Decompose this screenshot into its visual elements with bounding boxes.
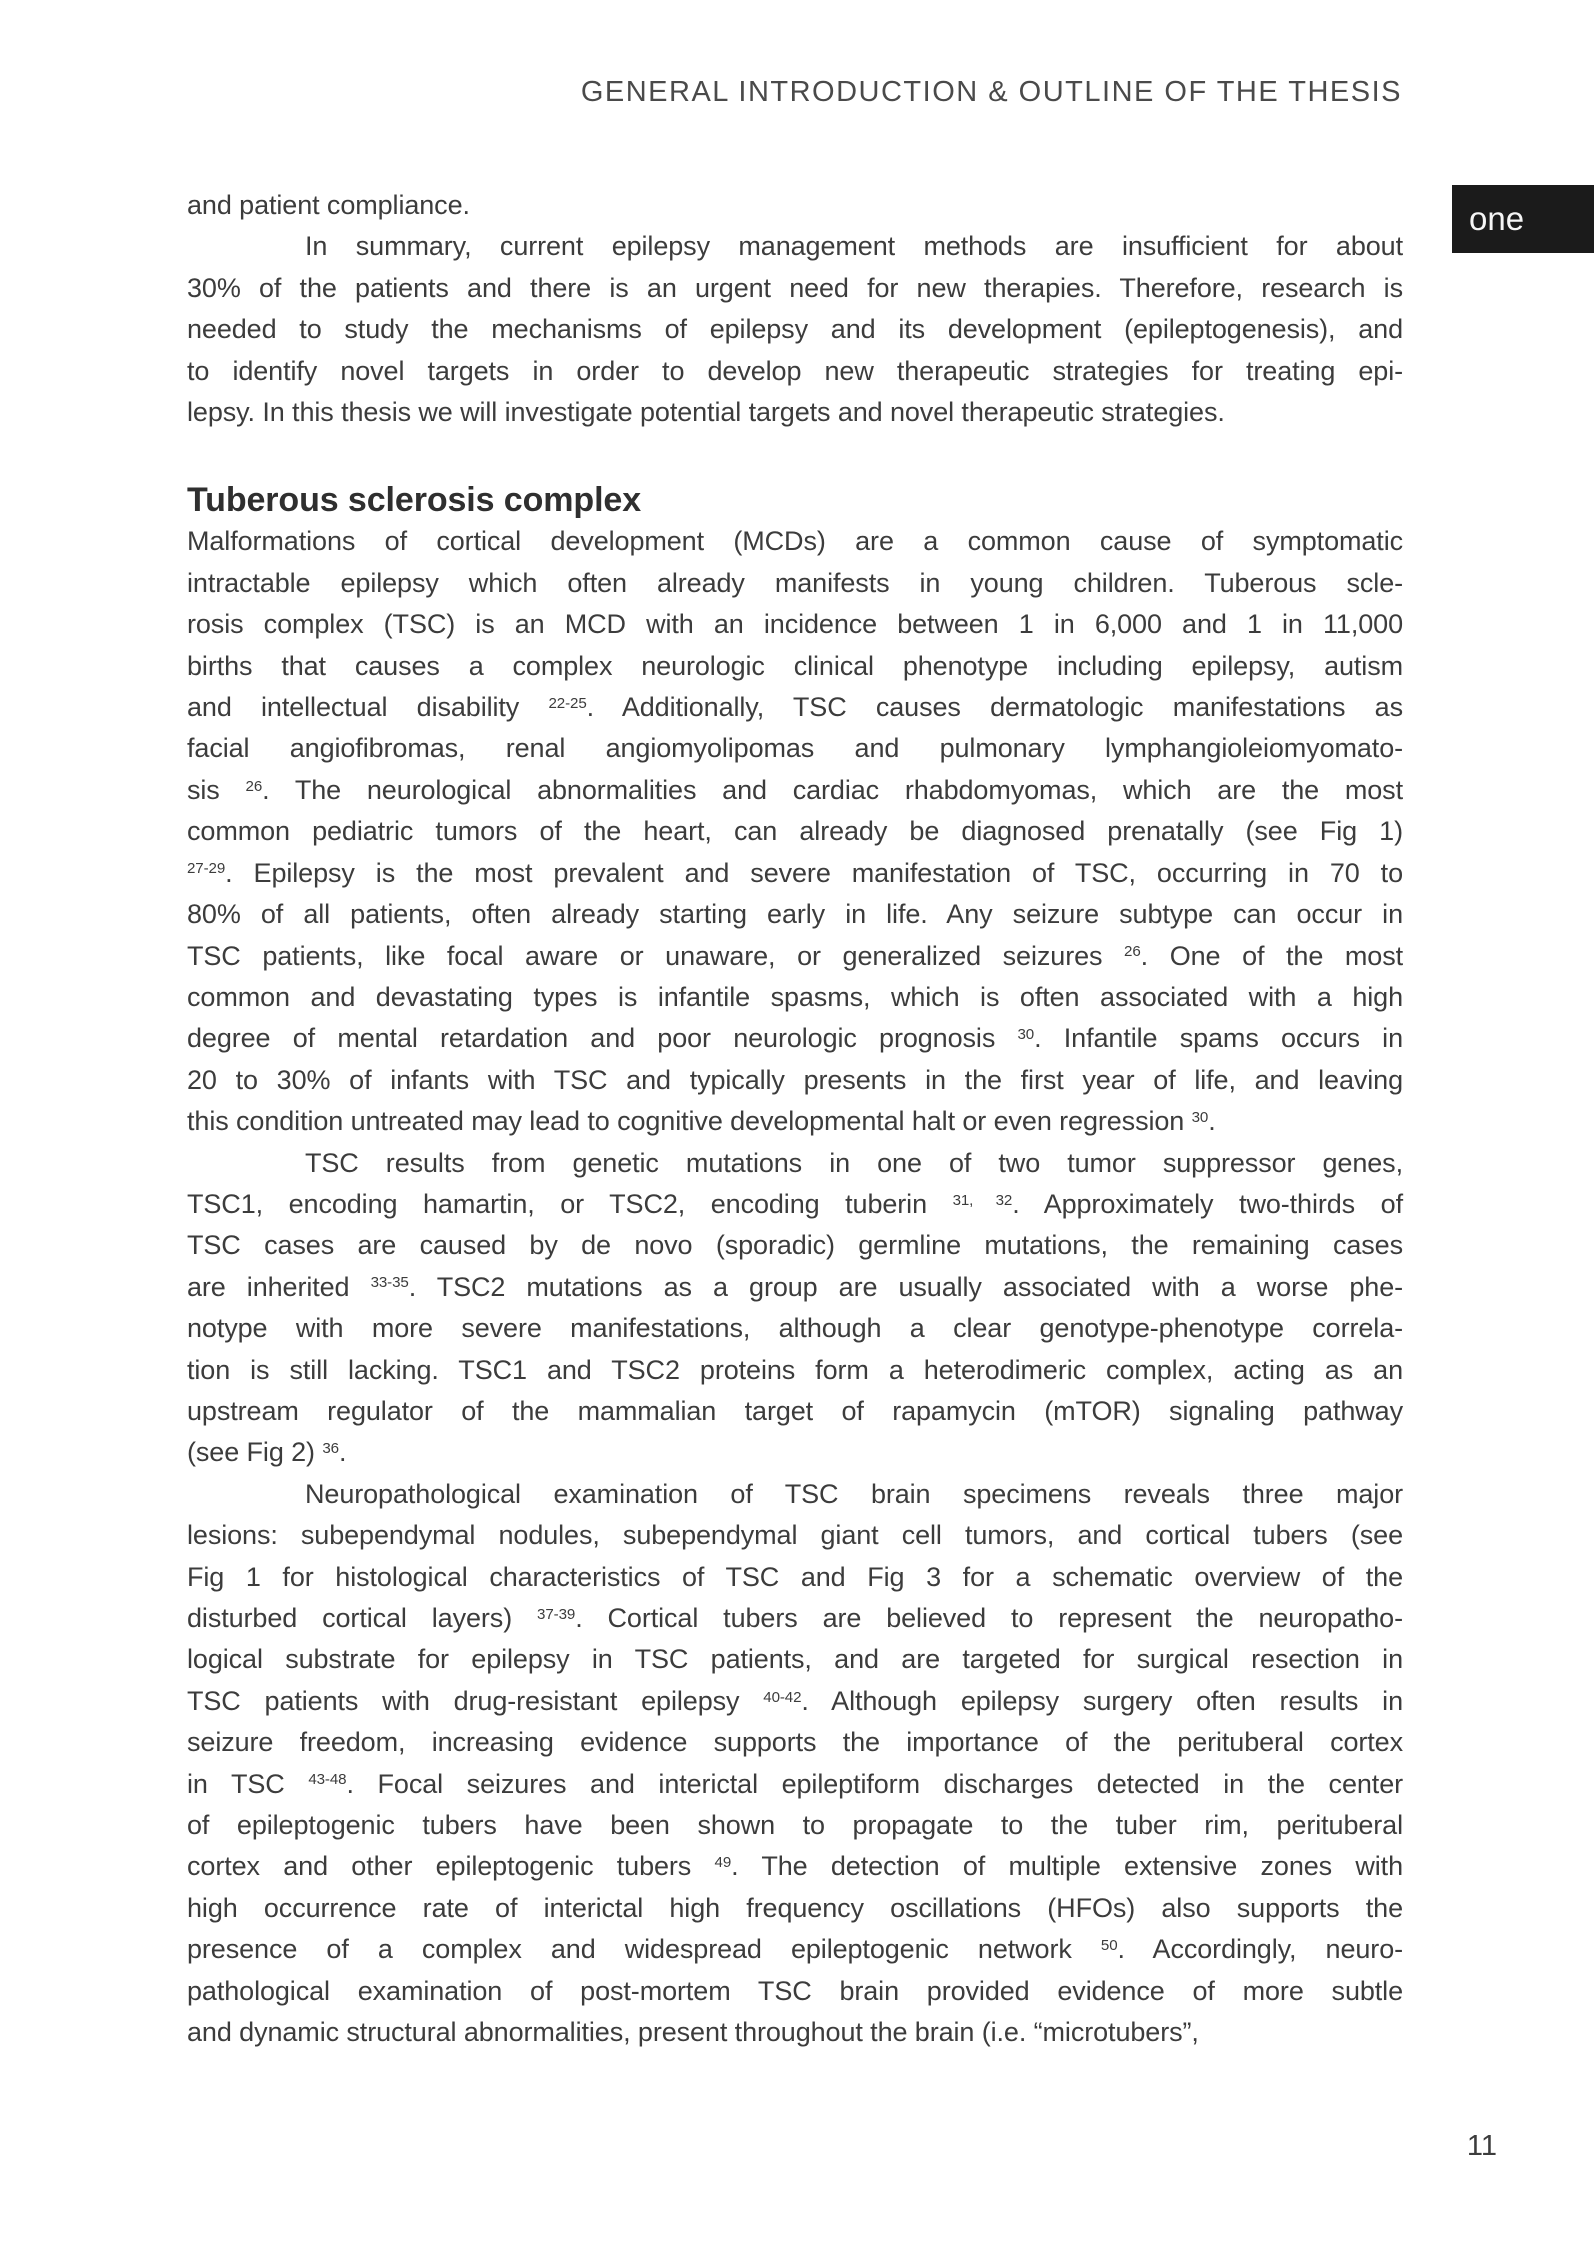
- text-line: needed to study the mechanisms of epilepsy and its development (epileptogenesis), and: [187, 314, 1403, 345]
- reference-superscript: 33-35: [370, 1274, 409, 1292]
- body-text-column: [187, 185, 1403, 2053]
- text-line: Fig 1 for histological characteristics of TSC and Fig 3 for a schematic overview of the: [187, 1561, 1403, 1592]
- text-line: cortex and other epileptogenic tubers $^{49}$. The detection of multiple extensive zones with: [187, 1851, 1403, 1882]
- text-line: TSC1, encoding hamartin, or TSC2, encoding tuberin $^{31, 32}$. Approximately two-thirds of: [187, 1188, 1403, 1219]
- text-line: pathological examination of post-mortem TSC brain provided evidence of more subtle: [187, 1975, 1403, 2006]
- text-line: births that causes a complex neurologic clinical phenotype including epilepsy, autism: [187, 650, 1403, 681]
- text-line: and dynamic structural abnormalities, present throughout the brain (i.e. “microtubers”,: [187, 2017, 1199, 2048]
- text-line: Neuropathological examination of TSC brain specimens reveals three major: [305, 1478, 1403, 1509]
- reference-superscript: 22-25: [548, 694, 587, 712]
- text-line: intractable epilepsy which often already manifests in young children. Tuberous scle-: [187, 567, 1403, 598]
- text-line: 80% of all patients, often already starting early in life. Any seizure subtype can occur in: [187, 899, 1403, 930]
- reference-superscript: 31, 32: [952, 1191, 1013, 1209]
- text-line: and intellectual disability $^{22-25}$. Additionally, TSC causes dermatologic manifestations as: [187, 692, 1403, 723]
- text-line: seizure freedom, increasing evidence supports the importance of the perituberal cortex: [187, 1727, 1403, 1758]
- text-line: logical substrate for epilepsy in TSC patients, and are targeted for surgical resection in: [187, 1644, 1403, 1675]
- reference-superscript: 37-39: [537, 1605, 576, 1623]
- reference-superscript: 40-42: [763, 1688, 802, 1706]
- reference-superscript: 26: [245, 777, 263, 795]
- text-line: Malformations of cortical development (MCDs) are a common cause of symptomatic: [187, 526, 1403, 557]
- text-line: lesions: subependymal nodules, subependymal giant cell tumors, and cortical tubers (see: [187, 1520, 1403, 1551]
- text-line: common and devastating types is infantile spasms, which is often associated with a high: [187, 981, 1403, 1012]
- reference-superscript: 43-48: [308, 1771, 347, 1789]
- text-line: sis $^{26}$. The neurological abnormalities and cardiac rhabdomyomas, which are the most: [187, 774, 1403, 805]
- text-line: are inherited $^{33-35}$. TSC2 mutations as a group are usually associated with a worse phe-: [187, 1271, 1403, 1302]
- text-line: facial angiofibromas, renal angiomyolipomas and pulmonary lymphangioleiomyomato-: [187, 733, 1403, 764]
- text-line: 20 to 30% of infants with TSC and typically presents in the first year of life, and leaving: [187, 1064, 1403, 1095]
- reference-superscript: 26: [1124, 943, 1141, 961]
- text-line: high occurrence rate of interictal high frequency oscillations (HFOs) also supports the: [187, 1892, 1403, 1923]
- text-line: lepsy. In this thesis we will investigate potential targets and novel therapeutic strategies.: [187, 397, 1225, 428]
- paragraph: [187, 226, 1403, 433]
- reference-superscript: 30: [1191, 1108, 1209, 1126]
- text-line: TSC results from genetic mutations in one of two tumor suppressor genes,: [305, 1147, 1403, 1178]
- text-line: common pediatric tumors of the heart, can already be diagnosed prenatally (see Fig 1): [187, 816, 1403, 847]
- text-line: this condition untreated may lead to cognitive developmental halt or even regression $^{30}$.: [187, 1106, 1216, 1137]
- text-line: disturbed cortical layers) $^{37-39}$. Cortical tubers are believed to represent the neuropatho-: [187, 1603, 1403, 1633]
- chapter-tab-label: one: [1469, 200, 1525, 237]
- text-line: to identify novel targets in order to develop new therapeutic strategies for treating epi-: [187, 355, 1403, 386]
- text-line: In summary, current epilepsy management methods are insufficient for about: [305, 231, 1403, 262]
- text-line: in TSC $^{43-48}$. Focal seizures and interictal epileptiform discharges detected in the center: [187, 1768, 1403, 1799]
- reference-superscript: 49: [714, 1854, 732, 1872]
- text-line: TSC patients, like focal aware or unaware, or generalized seizures $^{26}$. One of the most: [187, 940, 1403, 971]
- page-number: 11: [1466, 2130, 1497, 2162]
- text-line: of epileptogenic tubers have been shown to propagate to the tuber rim, perituberal: [187, 1810, 1403, 1841]
- text-line: TSC patients with drug-resistant epilepsy $^{40-42}$. Although epilepsy surgery often results in: [187, 1685, 1403, 1716]
- reference-superscript: 27-29: [187, 860, 226, 878]
- text-line: $^{27-29}$. Epilepsy is the most prevalent and severe manifestation of TSC, occurring in 70 to: [187, 857, 1403, 888]
- paragraph: [187, 185, 1403, 226]
- text-line: rosis complex (TSC) is an MCD with an incidence between 1 in 6,000 and 1 in 11,000: [187, 609, 1403, 640]
- text-line: notype with more severe manifestations, although a clear genotype-phenotype correla-: [187, 1313, 1403, 1344]
- text-line: TSC cases are caused by de novo (sporadic) germline mutations, the remaining cases: [187, 1230, 1403, 1261]
- paragraph: [187, 521, 1403, 1142]
- text-line: tion is still lacking. TSC1 and TSC2 proteins form a heterodimeric complex, acting as an: [187, 1354, 1403, 1385]
- reference-superscript: 36: [322, 1440, 339, 1458]
- reference-superscript: 30: [1017, 1026, 1035, 1043]
- text-line: presence of a complex and widespread epileptogenic network $^{50}$. Accordingly, neuro-: [187, 1934, 1403, 1965]
- text-line: and patient compliance.: [187, 190, 470, 220]
- text-line: upstream regulator of the mammalian target of rapamycin (mTOR) signaling pathway: [187, 1395, 1403, 1426]
- reference-superscript: 50: [1100, 1936, 1118, 1954]
- chapter-tab: [1452, 185, 1594, 253]
- paragraph: [187, 1474, 1403, 2054]
- text-line: 30% of the patients and there is an urgent need for new therapies. Therefore, research is: [187, 272, 1403, 303]
- text-line: (see Fig 2) $^{36}$.: [187, 1437, 347, 1468]
- paragraph: [187, 1143, 1403, 1474]
- running-header-title: GENERAL INTRODUCTION & OUTLINE OF THE THESIS: [580, 76, 1402, 108]
- text-line: degree of mental retardation and poor neurologic prognosis $^{30}$. Infantile spams occurs in: [187, 1023, 1403, 1054]
- section-heading: Tuberous sclerosis complex: [187, 481, 642, 520]
